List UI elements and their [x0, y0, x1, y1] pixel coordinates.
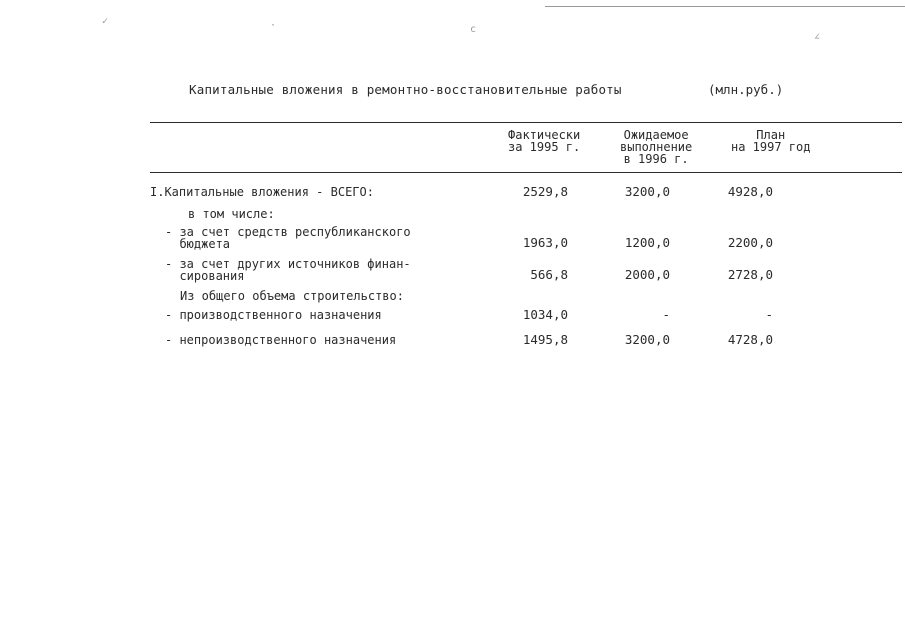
scan-mark: ·	[270, 20, 277, 31]
scan-edge-line	[545, 6, 905, 7]
column-header-fact-1995: Фактически за 1995 г.	[508, 128, 581, 154]
units-label: (млн.руб.)	[708, 82, 784, 97]
cell-total-1997: 4928,0	[727, 184, 773, 199]
row-label-total: I.Капитальные вложения - ВСЕГО:	[150, 185, 374, 199]
cell-nonproduction-1996: 3200,0	[624, 332, 670, 347]
scan-mark: ✓	[102, 16, 109, 27]
row-label-including: в том числе:	[188, 207, 275, 221]
cell-other-1996: 2000,0	[624, 267, 670, 282]
cell-production-1995: 1034,0	[522, 307, 568, 322]
table-header-rule	[150, 172, 902, 173]
cell-budget-1996: 1200,0	[624, 235, 670, 250]
cell-total-1996: 3200,0	[624, 184, 670, 199]
cell-production-1996: -	[662, 307, 670, 322]
cell-nonproduction-1997: 4728,0	[727, 332, 773, 347]
table-top-rule	[150, 122, 902, 123]
row-label-other-sources: - за счет других источников финан- сирования	[165, 257, 411, 283]
cell-other-1997: 2728,0	[727, 267, 773, 282]
row-label-non-production: - непроизводственного назначения	[165, 333, 397, 347]
cell-production-1997: -	[765, 307, 773, 322]
column-header-expected-1996: Ожидаемое выполнение в 1996 г.	[620, 128, 693, 166]
row-label-republican-budget: - за счет средств республиканского бюджета	[165, 225, 411, 251]
cell-total-1995: 2529,8	[522, 184, 568, 199]
document-title: Капитальные вложения в ремонтно-восстановительные работы	[189, 82, 622, 97]
cell-other-1995: 566,8	[530, 267, 568, 282]
column-header-plan-1997: План на 1997 год	[731, 128, 811, 154]
row-label-construction: Из общего объема строительство:	[180, 289, 404, 303]
row-label-production: - производственного назначения	[165, 308, 382, 322]
scan-mark: c	[470, 24, 477, 35]
cell-budget-1995: 1963,0	[522, 235, 568, 250]
cell-nonproduction-1995: 1495,8	[522, 332, 568, 347]
cell-budget-1997: 2200,0	[727, 235, 773, 250]
scan-mark: ∠	[814, 32, 821, 43]
